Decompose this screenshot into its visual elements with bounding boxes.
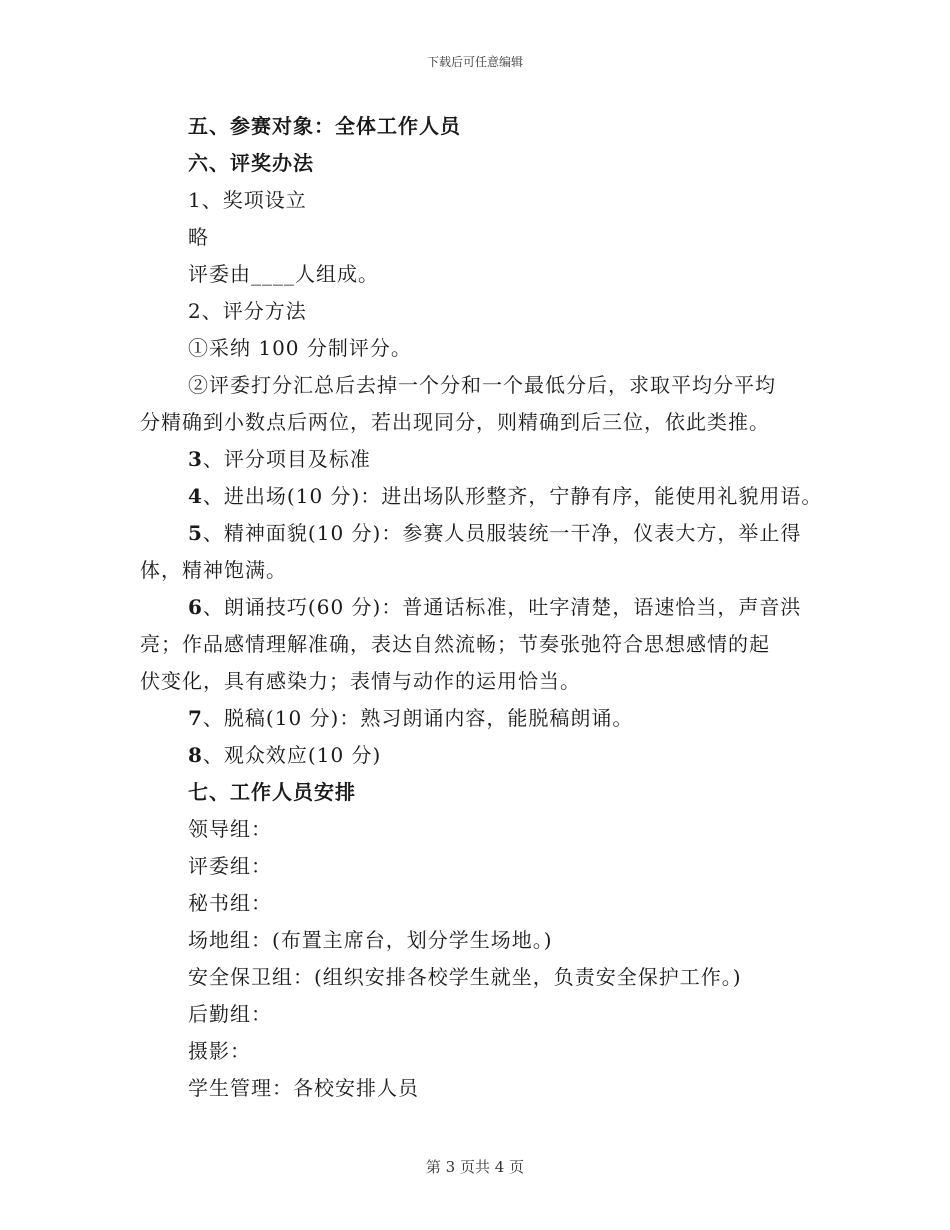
staff-secretariat: 秘书组：	[188, 891, 272, 915]
item-text: 、脱稿(10 分)：熟习朗诵内容，能脱稿朗诵。	[202, 706, 634, 730]
item-audience-effect	[140, 737, 820, 774]
staff-logistics: 后勤组：	[188, 1002, 272, 1026]
item-appearance	[140, 515, 820, 552]
section-heading-award-method: 六、评奖办法	[188, 151, 314, 175]
item-number: 7	[188, 706, 203, 730]
staff-photography: 摄影：	[188, 1039, 251, 1063]
page-number-footer: 第 3 页共 4 页	[425, 1158, 525, 1176]
item-scoring-method: 2、评分方法	[188, 299, 307, 323]
item-text: 、朗诵技巧(60 分)：普通话标准，吐字清楚，语速恰当，声音洪	[202, 595, 802, 619]
text-judges-count: 评委由____人组成。	[188, 262, 379, 286]
staff-security: 安全保卫组：(组织安排各校学生就坐，负责安全保护工作。)	[188, 965, 742, 989]
item-recitation-skill-cont-2: 伏变化，具有感染力；表情与动作的运用恰当。	[140, 669, 581, 693]
staff-leadership: 领导组：	[188, 817, 272, 841]
staff-judges: 评委组：	[188, 854, 272, 878]
document-body	[140, 108, 823, 1107]
text-scoring-rule-2: ②评委打分汇总后去掉一个分和一个最低分后，求取平均分平均	[188, 373, 776, 397]
staff-venue: 场地组：(布置主席台，划分学生场地。)	[188, 928, 553, 952]
item-memorization	[140, 700, 820, 737]
staff-student-management: 学生管理：各校安排人员	[188, 1076, 419, 1100]
item-text: 、精神面貌(10 分)：参赛人员服装统一干净，仪表大方，举止得	[202, 521, 802, 545]
page-header-note: 下载后可任意编辑	[426, 55, 523, 69]
item-number: 8	[188, 743, 203, 767]
item-scoring-criteria	[140, 441, 820, 478]
text-scoring-rule-1: ①采纳 100 分制评分。	[188, 336, 412, 360]
item-number: 5	[188, 521, 203, 545]
item-text: 、进出场(10 分)：进出场队形整齐，宁静有序，能使用礼貌用语。	[202, 484, 823, 508]
text-omitted: 略	[188, 225, 209, 249]
section-heading-staff: 七、工作人员安排	[188, 780, 356, 804]
item-text: 、观众效应(10 分)	[202, 743, 382, 767]
item-recitation-skill	[140, 589, 820, 626]
item-recitation-skill-cont-1: 亮；作品感情理解准确，表达自然流畅；节奏张弛符合思想感情的起	[140, 632, 770, 656]
item-appearance-cont: 体，精神饱满。	[140, 558, 287, 582]
section-heading-participants: 五、参赛对象：全体工作人员	[188, 114, 461, 138]
item-number: 3	[188, 447, 203, 471]
item-text: 、评分项目及标准	[202, 447, 371, 471]
text-scoring-rule-2-cont: 分精确到小数点后两位，若出现同分，则精确到后三位，依此类推。	[140, 410, 770, 434]
item-award-setup: 1、奖项设立	[188, 188, 307, 212]
item-number: 6	[188, 595, 203, 619]
item-number: 4	[188, 484, 203, 508]
item-entry-exit	[140, 478, 823, 515]
